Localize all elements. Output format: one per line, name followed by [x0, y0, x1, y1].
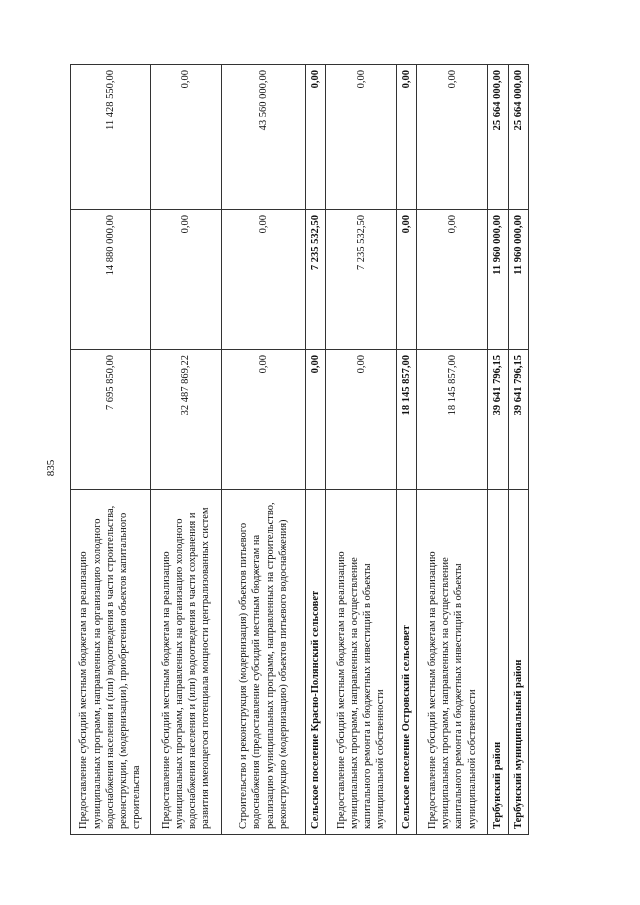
page-number: 835 — [45, 459, 57, 477]
table-row-total — [508, 65, 528, 835]
row-description: Строительство и реконструкция (модернизация) объектов питьевого водоснабжения (предоставление субсидий местным бюджетам на реализацию муниципальных программ, направленных на строительство, реконструкцию (модернизацию) объектов питьевого водоснабжения) — [222, 490, 306, 835]
row-value-year-3: 0,00 — [151, 65, 222, 210]
budget-table — [70, 64, 529, 835]
row-value-year-3: 11 428 550,00 — [71, 65, 151, 210]
table-row — [326, 65, 397, 835]
row-value-year-1: 18 145 857,00 — [397, 350, 417, 490]
row-value-year-1: 7 695 850,00 — [71, 350, 151, 490]
row-value-year-3: 25 664 000,00 — [508, 65, 528, 210]
row-description: Тербунский район — [488, 490, 508, 835]
table-row — [71, 65, 151, 835]
row-value-year-3: 25 664 000,00 — [488, 65, 508, 210]
row-value-year-2: 14 880 000,00 — [71, 210, 151, 350]
row-value-year-2: 0,00 — [222, 210, 306, 350]
row-value-year-1: 0,00 — [306, 350, 326, 490]
table-row — [417, 65, 488, 835]
row-value-year-1: 0,00 — [222, 350, 306, 490]
row-description: Предоставление субсидий местным бюджетам на реализацию муниципальных программ, направленных на организацию холодного водоснабжения населения и (или) водоотведения в части строительства, реконструкции, (модернизации), приобретения объектов капитального строительства — [71, 490, 151, 835]
row-value-year-3: 0,00 — [397, 65, 417, 210]
row-value-year-3: 0,00 — [326, 65, 397, 210]
rotated-page-content — [70, 65, 540, 835]
row-value-year-1: 18 145 857,00 — [417, 350, 488, 490]
table-row-total — [488, 65, 508, 835]
row-value-year-2: 11 960 000,00 — [508, 210, 528, 350]
row-value-year-1: 39 641 796,15 — [508, 350, 528, 490]
row-value-year-3: 0,00 — [417, 65, 488, 210]
row-value-year-1: 32 487 869,22 — [151, 350, 222, 490]
row-value-year-3: 43 560 000,00 — [222, 65, 306, 210]
table-row — [222, 65, 306, 835]
row-value-year-2: 7 235 532,50 — [326, 210, 397, 350]
table-row-subtotal — [306, 65, 326, 835]
row-description: Предоставление субсидий местным бюджетам на реализацию муниципальных программ, направленных на осуществление капитального ремонта и бюджетных инвестиций в объекты муниципальной собственности — [417, 490, 488, 835]
row-value-year-2: 0,00 — [151, 210, 222, 350]
row-value-year-2: 11 960 000,00 — [488, 210, 508, 350]
row-description: Предоставление субсидий местным бюджетам на реализацию муниципальных программ, направленных на организацию холодного водоснабжения населения и (или) водоотведения в части сохранения и развития имеющегося потенциала мощности централизованных систем — [151, 490, 222, 835]
table-row — [151, 65, 222, 835]
row-value-year-2: 7 235 532,50 — [306, 210, 326, 350]
table-row-subtotal — [397, 65, 417, 835]
row-description: Сельское поселение Островский сельсовет — [397, 490, 417, 835]
row-description: Предоставление субсидий местным бюджетам на реализацию муниципальных программ, направленных на осуществление капитального ремонта и бюджетных инвестиций в объекты муниципальной собственности — [326, 490, 397, 835]
row-value-year-2: 0,00 — [417, 210, 488, 350]
row-value-year-3: 0,00 — [306, 65, 326, 210]
row-value-year-1: 0,00 — [326, 350, 397, 490]
row-description: Тербунский муниципальный район — [508, 490, 528, 835]
row-value-year-2: 0,00 — [397, 210, 417, 350]
row-value-year-1: 39 641 796,15 — [488, 350, 508, 490]
row-description: Сельское поселение Красно-Полянский сельсовет — [306, 490, 326, 835]
